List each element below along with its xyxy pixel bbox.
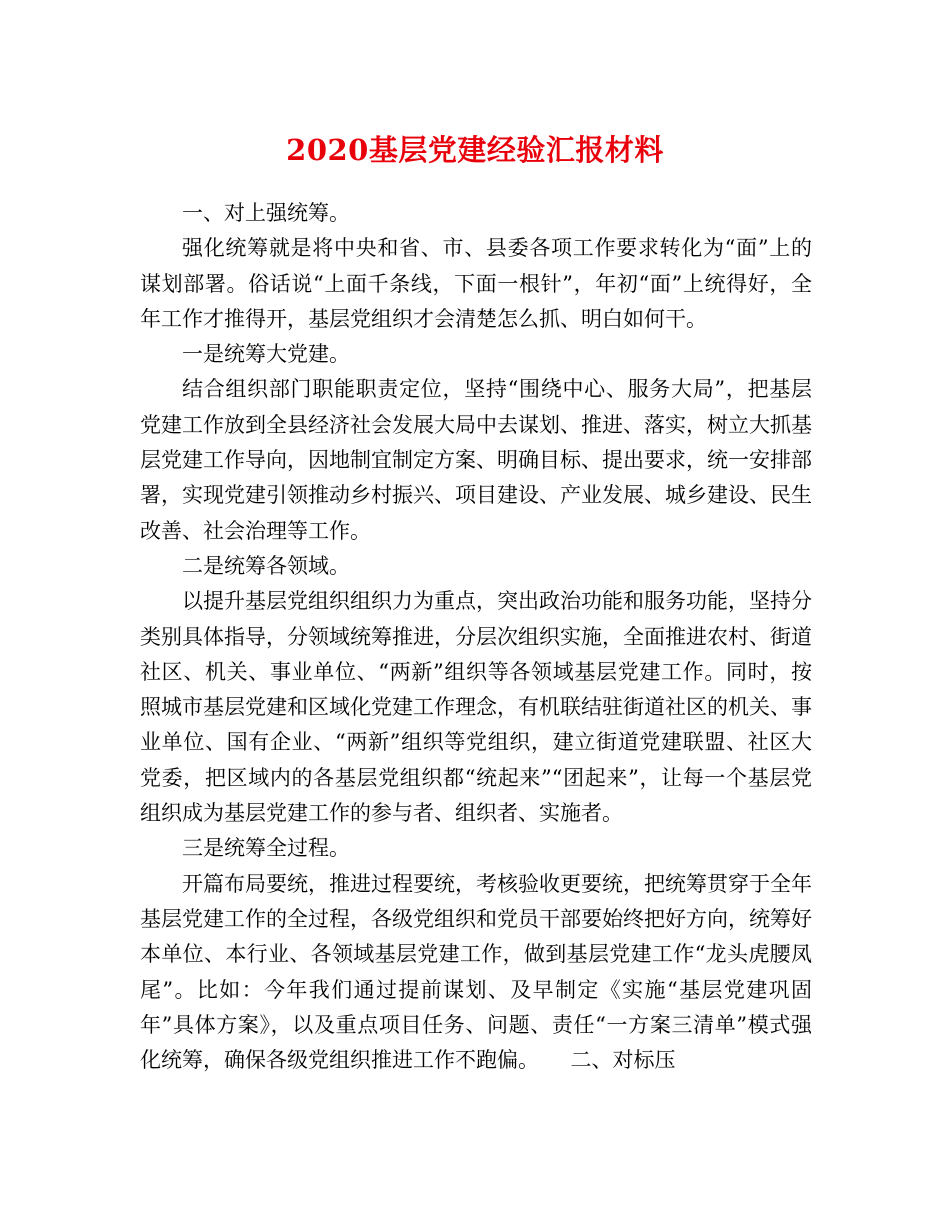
- section-heading: 一、对上强统筹。: [182, 201, 350, 225]
- subsection-heading: 一是统筹大党建。: [182, 342, 350, 367]
- document-body: [140, 196, 812, 1078]
- subsection-heading: 三是统筹全过程。: [182, 836, 350, 861]
- body-paragraph: 以提升基层党组织组织力为重点，突出政治功能和服务功能，坚持分类别具体指导，分领域统筹推进，分层次组织实施，全面推进农村、街道社区、机关、事业单位、“两新”组织等各领域基层党建工作。同时，按照城市基层党建和区域化党建工作理念，有机联结驻街道社区的机关、事业单位、国有企业、“两新”组织等党组织，建立街道党建联盟、社区大党委，把区域内的各基层党组织都“统起来”“团起来”，让每一个基层党组织成为基层党建工作的参与者、组织者、实施者。: [140, 589, 812, 826]
- body-paragraph: 强化统筹就是将中央和省、市、县委各项工作要求转化为“面”上的谋划部署。俗话说“上面千条线，下面一根针”，年初“面”上统得好，全年工作才推得开，基层党组织才会清楚怎么抓、明白如何干。: [140, 236, 812, 331]
- document-title: 2020基层党建经验汇报材料: [286, 133, 664, 167]
- body-paragraph: 结合组织部门职能职责定位，坚持“围绕中心、服务大局”，把基层党建工作放到全县经济社会发展大局中去谋划、推进、落实，树立大抓基层党建工作导向，因地制宜制定方案、明确目标、提出要求，统一安排部署，实现党建引领推动乡村振兴、项目建设、产业发展、城乡建设、民生改善、社会治理等工作。: [140, 377, 812, 543]
- subsection-heading: 二是统筹各领域。: [182, 553, 350, 578]
- body-paragraph: 开篇布局要统，推进过程要统，考核验收更要统，把统筹贯穿于全年基层党建工作的全过程，各级党组织和党员干部要始终把好方向，统筹好本单位、本行业、各领域基层党建工作，做到基层党建工作“龙头虎腰凤尾”。比如：今年我们通过提前谋划、及早制定《实施“基层党建巩固年”具体方案》，以及重点项目任务、问题、责任“一方案三清单”模式强化统筹，确保各级党组织推进工作不跑偏。 二、对标压: [140, 871, 812, 1073]
